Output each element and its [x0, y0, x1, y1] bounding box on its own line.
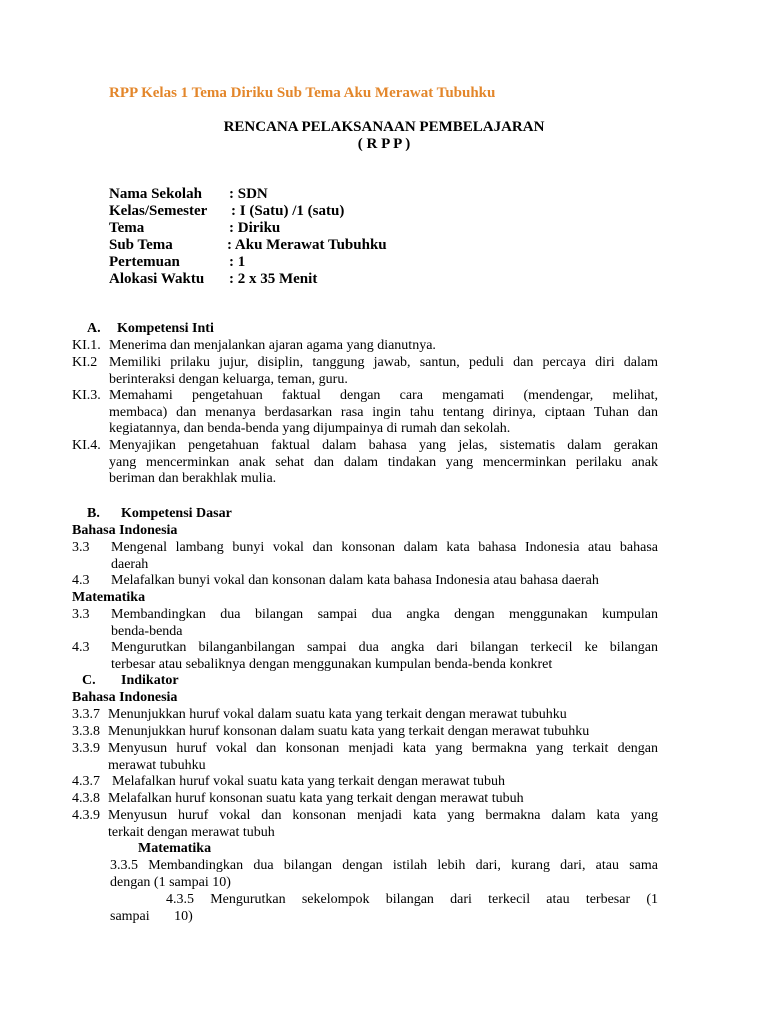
kd-text: Membandingkan dua bilangan sampai dua angka dengan menggunakan kumpulan benda-benda [111, 607, 658, 639]
section-b-title: Kompetensi Dasar [121, 506, 232, 521]
indicator-text: Menunjukkan huruf konsonan dalam suatu kata yang terkait dengan merawat tubuhku [108, 724, 590, 739]
kd-code: 4.3 [72, 573, 90, 588]
ki-text: Menerima dan menjalankan ajaran agama yang dianutnya. [109, 338, 436, 353]
heading-line-1: RENCANA PELAKSANAAN PEMBELAJARAN [223, 119, 545, 135]
identity-label: Tema [109, 220, 145, 236]
subject-heading: Matematika [138, 841, 212, 856]
indicator-text: Melafalkan huruf konsonan suatu kata yang terkait dengan merawat tubuh [108, 791, 524, 806]
subject-heading: Bahasa Indonesia [72, 523, 178, 538]
kd-text: Mengurutkan bilanganbilangan sampai dua angka dari bilangan terkecil ke bilangan terbesar atau sebaliknya dengan menggunakan kumpulan benda-benda konkret [111, 640, 658, 672]
ki-code: KI.2 [72, 355, 98, 370]
kd-code: 4.3 [72, 640, 90, 655]
kd-code: 3.3 [72, 607, 90, 622]
indicator-text: Melafalkan huruf vokal suatu kata yang terkait dengan merawat tubuh [112, 774, 506, 789]
identity-value: : Aku Merawat Tubuhku [227, 237, 387, 253]
ki-code: KI.3. [72, 388, 101, 403]
section-c-letter: C. [82, 673, 96, 688]
ki-text: Menyajikan pengetahuan faktual dalam bahasa yang jelas, sistematis dalam gerakan yang mencerminkan anak sehat dan dalam tindakan yang mencerminkan perilaku anak beriman dan berakhlak mulia. [109, 438, 658, 487]
indicator-code: 4.3.9 [72, 808, 100, 823]
kd-text: Mengenal lambang bunyi vokal dan konsonan dalam kata bahasa Indonesia atau bahasa daerah [111, 540, 658, 572]
identity-label: Kelas/Semester [109, 203, 208, 219]
identity-value: : 2 x 35 Menit [229, 271, 318, 287]
identity-value: : Diriku [229, 220, 281, 236]
identity-label: Nama Sekolah [109, 186, 202, 202]
doc-title: RPP Kelas 1 Tema Diriku Sub Tema Aku Merawat Tubuhku [109, 85, 496, 101]
indicator-code: 3.3.8 [72, 724, 100, 739]
ki-text: Memahami pengetahuan faktual dengan cara mengamati (mendengar, melihat, membaca) dan menanya berdasarkan rasa ingin tahu tentang dirinya, ciptaan Tuhan dan kegiatannya, dan benda-benda yang dijumpainya di rumah dan sekolah. [109, 388, 658, 437]
indicator-text: Menunjukkan huruf vokal dalam suatu kata yang terkait dengan merawat tubuhku [108, 707, 567, 722]
section-a-letter: A. [87, 321, 101, 336]
ki-code: KI.1. [72, 338, 101, 353]
indicator-text: 3.3.5 Membandingkan dua bilangan dengan istilah lebih dari, kurang dari, atau sama dengan (1 sampai 10) [110, 858, 658, 890]
indicator-code: 3.3.7 [72, 707, 100, 722]
identity-label: Sub Tema [109, 237, 173, 253]
indicator-text: Menyusun huruf vokal dan konsonan menjadi kata yang bermakna yang terkait dengan merawat tubuhku [108, 741, 658, 773]
identity-label: Pertemuan [109, 254, 180, 270]
section-c-title: Indikator [121, 673, 179, 688]
indicator-text: Menyusun huruf vokal dan konsonan menjadi kata yang bermakna dalam kata yang terkait dengan merawat tubuh [108, 808, 658, 840]
indicator-code: 4.3.8 [72, 791, 100, 806]
indicator-text: 4.3.5 Mengurutkan sekelompok bilangan dari terkecil atau terbesar (1 sampai 10) [110, 892, 658, 924]
ki-code: KI.4. [72, 438, 101, 453]
kd-code: 3.3 [72, 540, 90, 555]
subject-heading: Bahasa Indonesia [72, 690, 178, 705]
identity-value: : I (Satu) /1 (satu) [231, 203, 345, 219]
ki-text: Memiliki prilaku jujur, disiplin, tanggung jawab, santun, peduli dan percaya diri dalam berinteraksi dengan keluarga, teman, guru. [109, 355, 658, 387]
section-b-letter: B. [87, 506, 100, 521]
subject-heading: Matematika [72, 590, 146, 605]
identity-value: : 1 [229, 254, 246, 270]
indicator-code: 3.3.9 [72, 741, 100, 756]
identity-value: : SDN [229, 186, 268, 202]
kd-text: Melafalkan bunyi vokal dan konsonan dalam kata bahasa Indonesia atau bahasa daerah [111, 573, 599, 588]
heading-line-2: ( R P P ) [357, 136, 411, 152]
identity-label: Alokasi Waktu [109, 271, 205, 287]
section-a-title: Kompetensi Inti [117, 321, 214, 336]
indicator-code: 4.3.7 [72, 774, 100, 789]
